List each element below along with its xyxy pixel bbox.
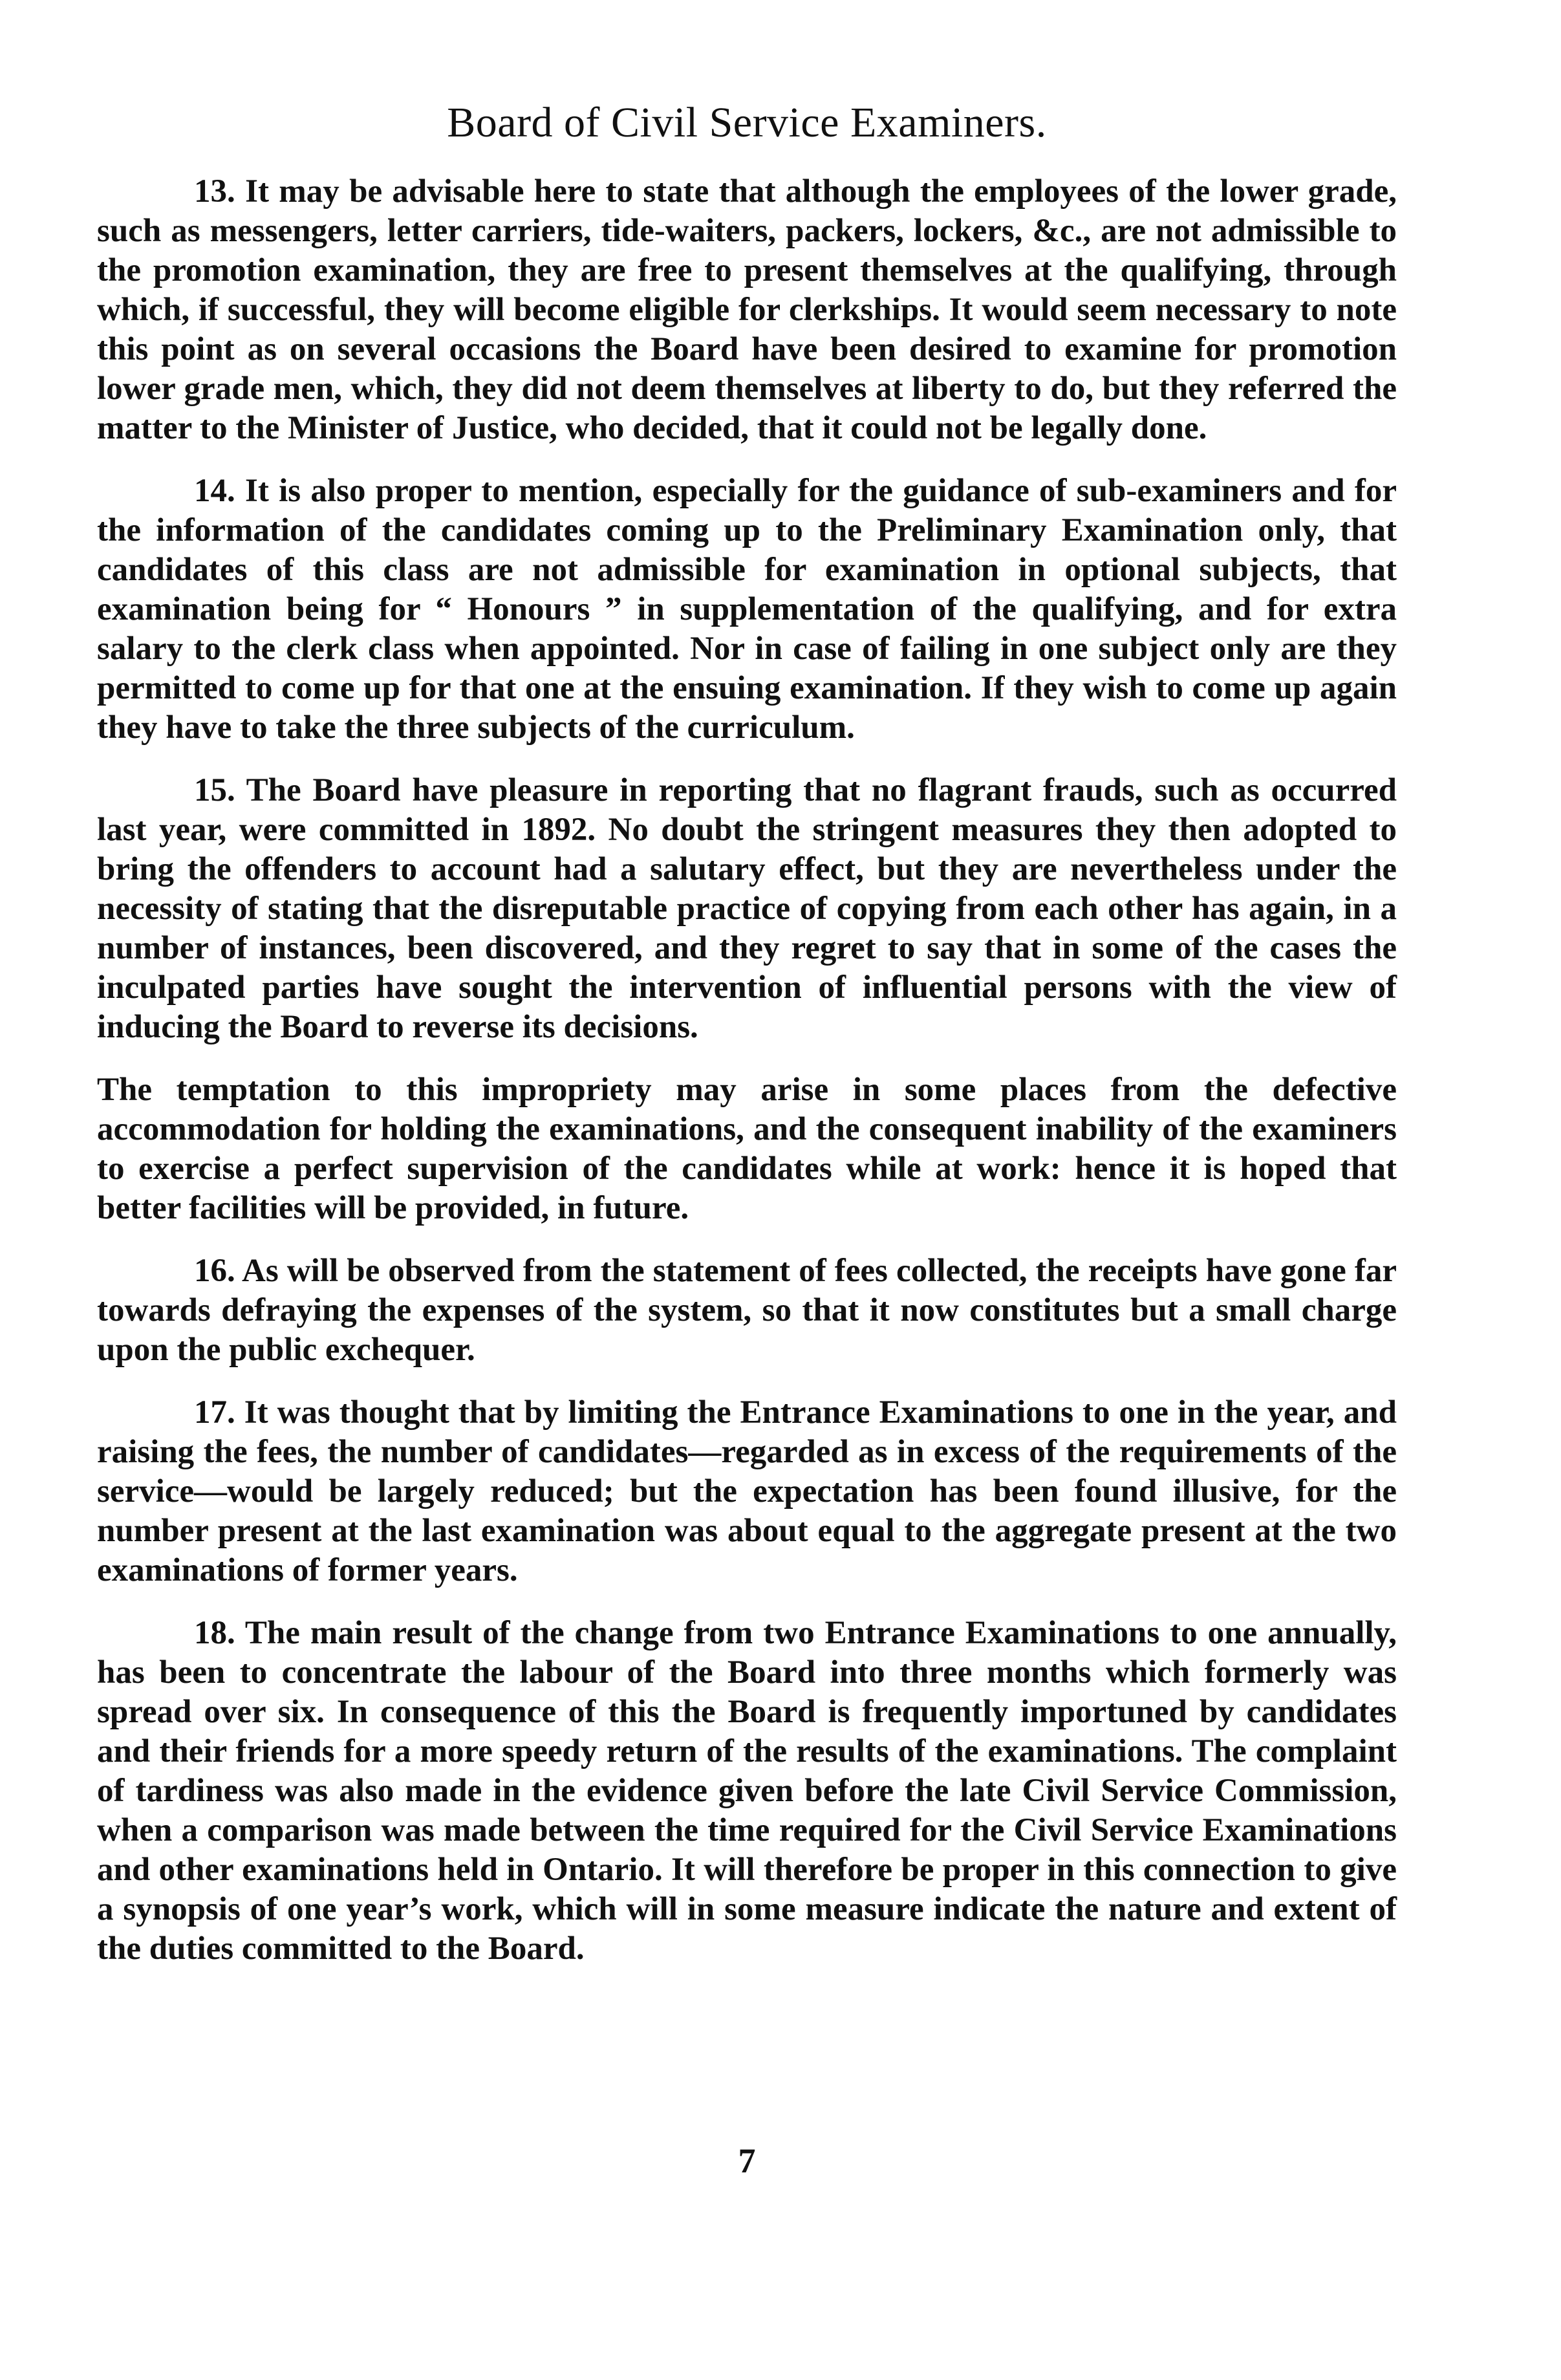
- paragraph-text: The main result of the change from two Entrance Examinations to one annually, has been to concentrate the labour of the Board into three months which formerly was spread over six. In consequence of this the Board is frequently importuned by candidates and their friends for a more speedy return of the results of the examinations. The complaint of tardiness was also made in the evidence given before the late Civil Service Commission, when a comparison was made between the time required for the Civil Service Examinations and other examinations held in Ontario. It will therefore be proper in this connection to give a synopsis of one year’s work, which will in some measure indicate the nature and extent of the duties committed to the Board.: [97, 1615, 1397, 1967]
- paragraph-15: [97, 771, 1397, 1047]
- paragraph-number: 14.: [194, 473, 235, 509]
- paragraph-13: [97, 172, 1397, 448]
- paragraph-16: [97, 1251, 1397, 1370]
- paragraph-15-continued: [97, 1070, 1397, 1228]
- paragraph-number: 16.: [194, 1253, 235, 1289]
- document-page: [97, 97, 1397, 1992]
- paragraph-text: It may be advisable here to state that although the employees of the lower grade, such as messengers, letter carriers, tide-waiters, packers, lockers, &c., are not admissible to the promotion examination, they are free to present themselves at the qualifying, through which, if successful, they will become eligible for clerkships. It would seem necessary to note this point as on several occasions the Board have been desired to examine for promotion lower grade men, which, they did not deem themselves at liberty to do, but they referred the matter to the Minister of Justice, who decided, that it could not be legally done.: [97, 173, 1397, 446]
- paragraph-number: 13.: [194, 173, 235, 210]
- paragraph-number: 18.: [194, 1615, 235, 1651]
- paragraph-text: As will be observed from the statement of fees collected, the receipts have gone far towards defraying the expenses of the system, so that it now constitutes but a small charge upon the public exchequer.: [97, 1253, 1397, 1368]
- running-header-title: Board of Civil Service Examiners.: [447, 99, 1047, 146]
- paragraph-14: [97, 471, 1397, 748]
- paragraph-17: [97, 1393, 1397, 1590]
- page-number: 7: [738, 2141, 756, 2180]
- paragraph-18: [97, 1614, 1397, 1969]
- paragraph-text: The Board have pleasure in reporting that no flagrant frauds, such as occurred last year, were committed in 1892. No doubt the stringent measures they then adopted to bring the offenders to account had a salutary effect, but they are nevertheless under the necessity of stating that the disreputable practice of copying from each other has again, in a number of instances, been discovered, and they regret to say that in some of the cases the inculpated parties have sought the intervention of influential persons with the view of inducing the Board to reverse its decisions.: [97, 772, 1397, 1045]
- paragraph-text: It is also proper to mention, especially for the guidance of sub-examiners and for the information of the candidates coming up to the Preliminary Examination only, that candidates of this class are not admissible for examination in optional subjects, that examination being for “ Honours ” in supplementation of the qualifying, and for extra salary to the clerk class when appointed. Nor in case of failing in one subject only are they permitted to come up for that one at the ensuing examination. If they wish to come up again they have to take the three subjects of the curriculum.: [97, 473, 1397, 746]
- paragraph-text: The temptation to this impropriety may arise in some places from the defective accommodation for holding the examinations, and the consequent inability of the examiners to exercise a perfect supervision of the candidates while at work: hence it is hoped that better facilities will be provided, in future.: [97, 1072, 1397, 1226]
- paragraph-text: It was thought that by limiting the Entrance Examinations to one in the year, and raising the fees, the number of candidates—regarded as in excess of the requirements of the service—would be largely reduced; but the expectation has been found illusive, for the number present at the last examination was about equal to the aggregate present at the two examinations of former years.: [97, 1394, 1397, 1588]
- paragraph-number: 17.: [194, 1394, 235, 1431]
- paragraph-number: 15.: [194, 772, 235, 808]
